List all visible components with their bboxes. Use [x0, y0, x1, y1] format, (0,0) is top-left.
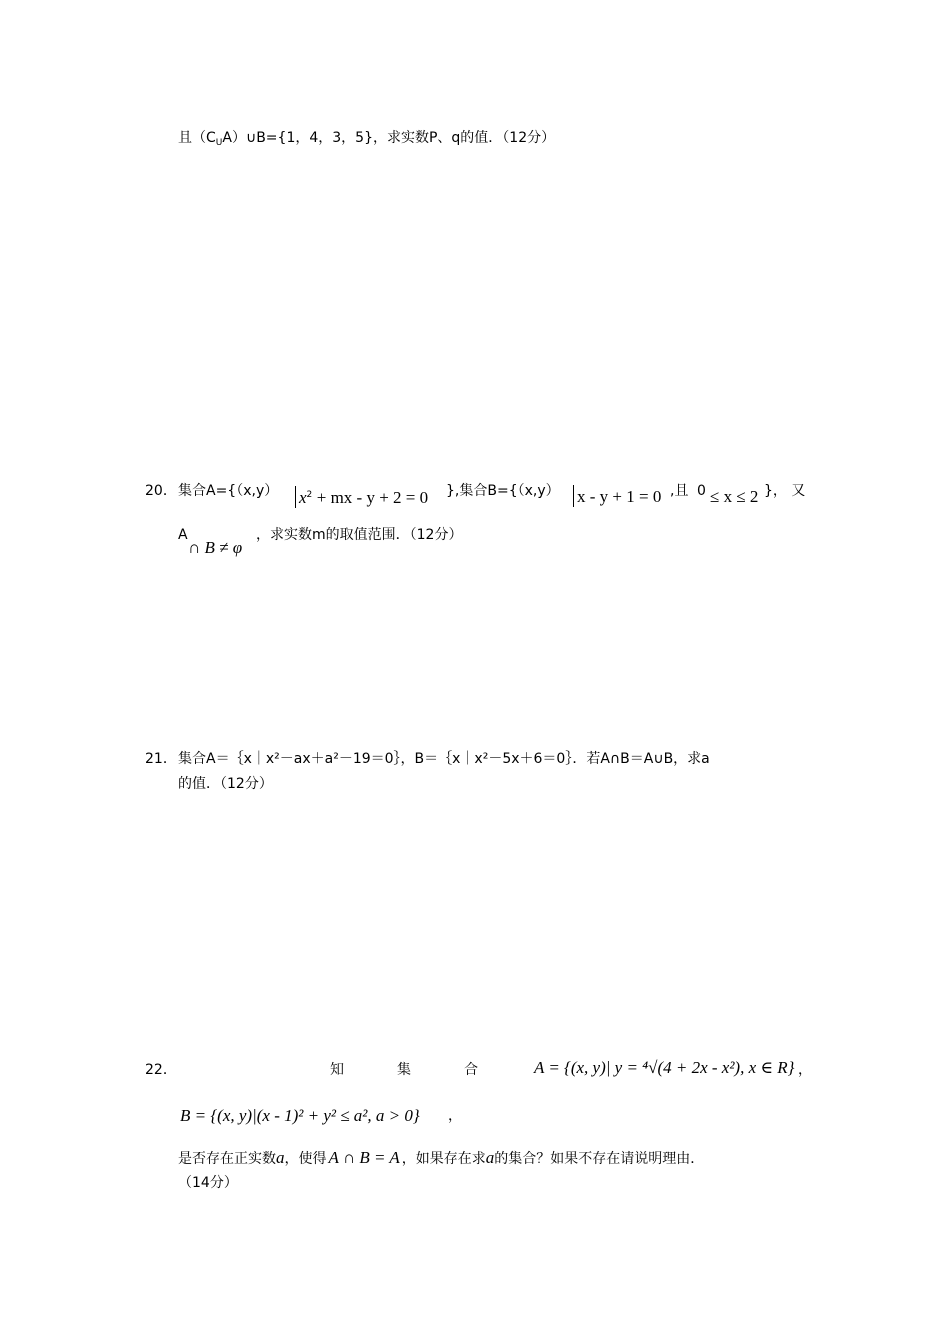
q20-number: [145, 481, 177, 501]
q21-line2: [178, 774, 273, 794]
q19-text-a: 且（C: [178, 130, 216, 146]
q20-text-b: },集合B={（x,y）: [446, 483, 560, 499]
q20-line1-d: [764, 481, 805, 501]
q22-comma2-text: ，: [448, 1108, 462, 1124]
q20-bar2: [573, 485, 574, 507]
q22-w3: 合: [464, 1062, 478, 1078]
q20-line2: ，求实数m的取值范围．（12分）: [256, 527, 463, 543]
q21-number: [145, 749, 177, 769]
q22-comma1-text: ，: [798, 1062, 812, 1078]
q20-text-d: }， 又: [764, 483, 806, 499]
q22-line3-a: 是否存在正实数: [178, 1151, 276, 1167]
q20-eq2-text: x - y + 1 = 0: [577, 487, 662, 506]
q19-text-b: A）∪B={1，4，3，5}，求实数P、q的值．（12分）: [222, 130, 556, 146]
q22-setA-text: A = {(x, y)| y = ⁴√(4 + 2x - x²), x ∈ R}: [534, 1058, 795, 1077]
q20-zero-text: 0: [697, 483, 706, 499]
q22-number: [145, 1060, 177, 1080]
q22-comma1: [798, 1060, 812, 1080]
q20-A: A: [178, 527, 188, 543]
q21-text2: 的值．（12分）: [178, 776, 273, 792]
q22-line3: [178, 1148, 704, 1169]
q20-text-c: ,且: [670, 483, 689, 499]
q22-var-a: a: [276, 1148, 285, 1167]
q22-score: （14分）: [178, 1175, 238, 1191]
q22-line3-c: ，如果存在求: [401, 1151, 486, 1167]
q20-expr: ∩ B ≠ φ: [188, 538, 243, 557]
q20-line2-A: [178, 525, 188, 545]
q20-eq1-sup: 2: [306, 490, 313, 500]
q20-line2-expr: [188, 538, 242, 559]
q20-eq1: [292, 485, 428, 509]
q21-text1: 集合A＝｛x｜x²－ax＋a²－19＝0｝，B＝｛x｜x²－5x＋6＝0｝．若A∩B＝A∪B，求a: [178, 751, 710, 767]
q22-num: 22．: [145, 1062, 177, 1078]
q20-bar1: [295, 486, 296, 508]
q20-ineq-text: ≤ x ≤ 2: [710, 487, 759, 506]
q20-line1-c: [670, 481, 688, 501]
q22-line4: [178, 1173, 238, 1193]
q19-sub-u: U: [215, 138, 223, 148]
q22-w1: 知: [330, 1062, 344, 1078]
q21-num: 21．: [145, 751, 177, 767]
q20-eq1-rest: + mx - y + 2 = 0: [316, 488, 429, 507]
q20-text-a: 集合A={（x,y）: [178, 483, 279, 499]
q22-word3: [464, 1060, 478, 1080]
q22-w2: 集: [397, 1062, 411, 1078]
q22-setB: [180, 1106, 420, 1127]
q22-setA: [534, 1058, 794, 1079]
q22-word1: [330, 1060, 344, 1080]
q22-comma2: [448, 1106, 462, 1126]
q20-eq1-x: x: [299, 488, 307, 507]
q20-eq2: [570, 485, 661, 508]
q22-word2: [397, 1060, 411, 1080]
q22-var-a2: a: [485, 1148, 495, 1167]
q20-ineq: [710, 487, 758, 508]
q21-line1: [178, 749, 710, 769]
q19-line: [178, 128, 555, 153]
q20-zero: [697, 481, 706, 501]
q20-num: 20．: [145, 483, 177, 499]
q20-line1-b: [446, 481, 560, 501]
q20-line1: [178, 481, 278, 501]
q22-expr: A ∩ B = A: [328, 1148, 400, 1167]
q22-line3-b: ，使得: [284, 1151, 327, 1167]
q22-line3-d: 的集合？如果不存在请说明理由．: [494, 1151, 705, 1167]
q20-line2-text: [256, 525, 462, 545]
q22-setB-text: B = {(x, y)|(x - 1)² + y² ≤ a², a > 0}: [180, 1106, 420, 1125]
